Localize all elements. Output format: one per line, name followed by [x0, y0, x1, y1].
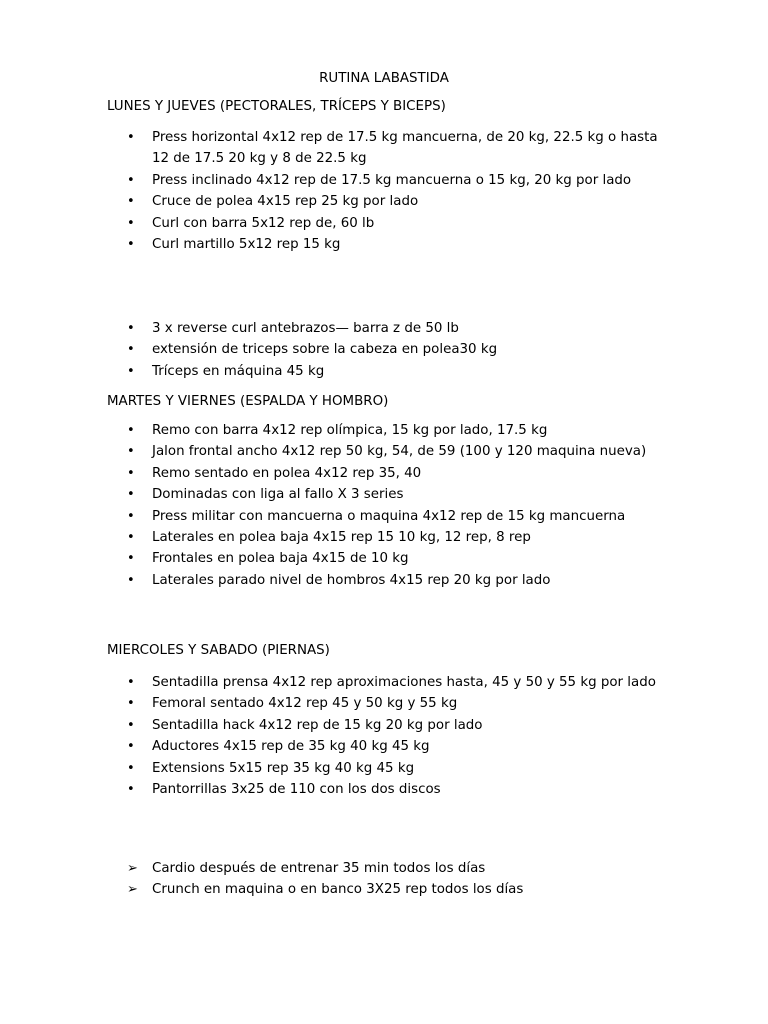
bullet-icon: •	[127, 342, 135, 358]
bullet-icon: •	[127, 363, 135, 379]
list-lunes-jueves-extra	[0, 318, 768, 382]
section-heading-miercoles-sabado: MIERCOLES Y SABADO (PIERNAS)	[107, 643, 330, 658]
section-heading-lunes-jueves: LUNES Y JUEVES (PECTORALES, TRÍCEPS Y BICEPS)	[107, 99, 446, 114]
list-item: • Tríceps en máquina 45 kg	[0, 361, 660, 382]
bullet-icon: •	[127, 130, 135, 145]
list-item: • Remo con barra 4x12 rep olímpica, 15 kg por lado, 17.5 kg	[0, 420, 660, 441]
list-martes-viernes	[0, 420, 768, 591]
list-item: • Aductores 4x15 rep de 35 kg 40 kg 45 kg	[0, 736, 660, 757]
bullet-icon: •	[127, 675, 135, 690]
bullet-icon: •	[127, 551, 135, 567]
bullet-icon: •	[127, 739, 135, 755]
list-item: • Press inclinado 4x12 rep de 17.5 kg mancuerna o 15 kg, 20 kg por lado	[0, 170, 660, 191]
list-item: • Press militar con mancuerna o maquina 4x12 rep de 15 kg mancuerna	[0, 506, 660, 527]
bullet-icon: •	[127, 423, 135, 438]
bullet-icon: •	[127, 508, 135, 524]
list-item: • Sentadilla prensa 4x12 rep aproximaciones hasta, 45 y 50 y 55 kg por lado	[0, 672, 660, 693]
document-title: RUTINA LABASTIDA	[319, 71, 449, 86]
arrow-bullet-icon: ➢	[127, 882, 138, 898]
list-item: • Curl martillo 5x12 rep 15 kg	[0, 234, 660, 255]
list-item: • extensión de triceps sobre la cabeza en polea30 kg	[0, 339, 660, 360]
list-item: • Press horizontal 4x12 rep de 17.5 kg mancuerna, de 20 kg, 22.5 kg o hasta 12 de 17.5 20 kg y 8 de 22.5 kg	[0, 127, 660, 170]
list-item: • Cruce de polea 4x15 rep 25 kg por lado	[0, 191, 660, 212]
bullet-icon: •	[127, 760, 135, 776]
list-item: • Sentadilla hack 4x12 rep de 15 kg 20 kg por lado	[0, 715, 660, 736]
list-item: • Curl con barra 5x12 rep de, 60 lb	[0, 213, 660, 234]
list-item: • Dominadas con liga al fallo X 3 series	[0, 484, 660, 505]
list-item: • Remo sentado en polea 4x12 rep 35, 40	[0, 463, 660, 484]
bullet-icon: •	[127, 194, 135, 210]
list-lunes-jueves	[0, 127, 768, 255]
bullet-icon: •	[127, 696, 135, 712]
bullet-icon: •	[127, 782, 135, 798]
arrow-bullet-icon: ➢	[127, 861, 138, 876]
list-item: ➢ Crunch en maquina o en banco 3X25 rep todos los días	[0, 879, 660, 900]
list-item: • Pantorrillas 3x25 de 110 con los dos discos	[0, 779, 660, 800]
list-item: ➢ Cardio después de entrenar 35 min todos los días	[0, 858, 660, 879]
list-notes	[0, 858, 768, 901]
list-item: • Femoral sentado 4x12 rep 45 y 50 kg y 55 kg	[0, 693, 660, 714]
bullet-icon: •	[127, 172, 135, 188]
bullet-icon: •	[127, 237, 135, 253]
bullet-icon: •	[127, 465, 135, 481]
bullet-icon: •	[127, 444, 135, 460]
list-item: • Laterales parado nivel de hombros 4x15 rep 20 kg por lado	[0, 570, 660, 591]
bullet-icon: •	[127, 487, 135, 503]
list-item: • Laterales en polea baja 4x15 rep 15 10 kg, 12 rep, 8 rep	[0, 527, 660, 548]
list-item: • 3 x reverse curl antebrazos— barra z de 50 lb	[0, 318, 660, 339]
bullet-icon: •	[127, 572, 135, 588]
section-heading-martes-viernes: MARTES Y VIERNES (ESPALDA Y HOMBRO)	[107, 394, 389, 409]
bullet-icon: •	[127, 717, 135, 733]
list-item: • Jalon frontal ancho 4x12 rep 50 kg, 54, de 59 (100 y 120 maquina nueva)	[0, 441, 660, 462]
list-item: • Frontales en polea baja 4x15 de 10 kg	[0, 548, 660, 569]
list-miercoles-sabado	[0, 672, 768, 800]
list-item: • Extensions 5x15 rep 35 kg 40 kg 45 kg	[0, 758, 660, 779]
bullet-icon: •	[127, 321, 135, 336]
bullet-icon: •	[127, 530, 135, 546]
bullet-icon: •	[127, 215, 135, 231]
